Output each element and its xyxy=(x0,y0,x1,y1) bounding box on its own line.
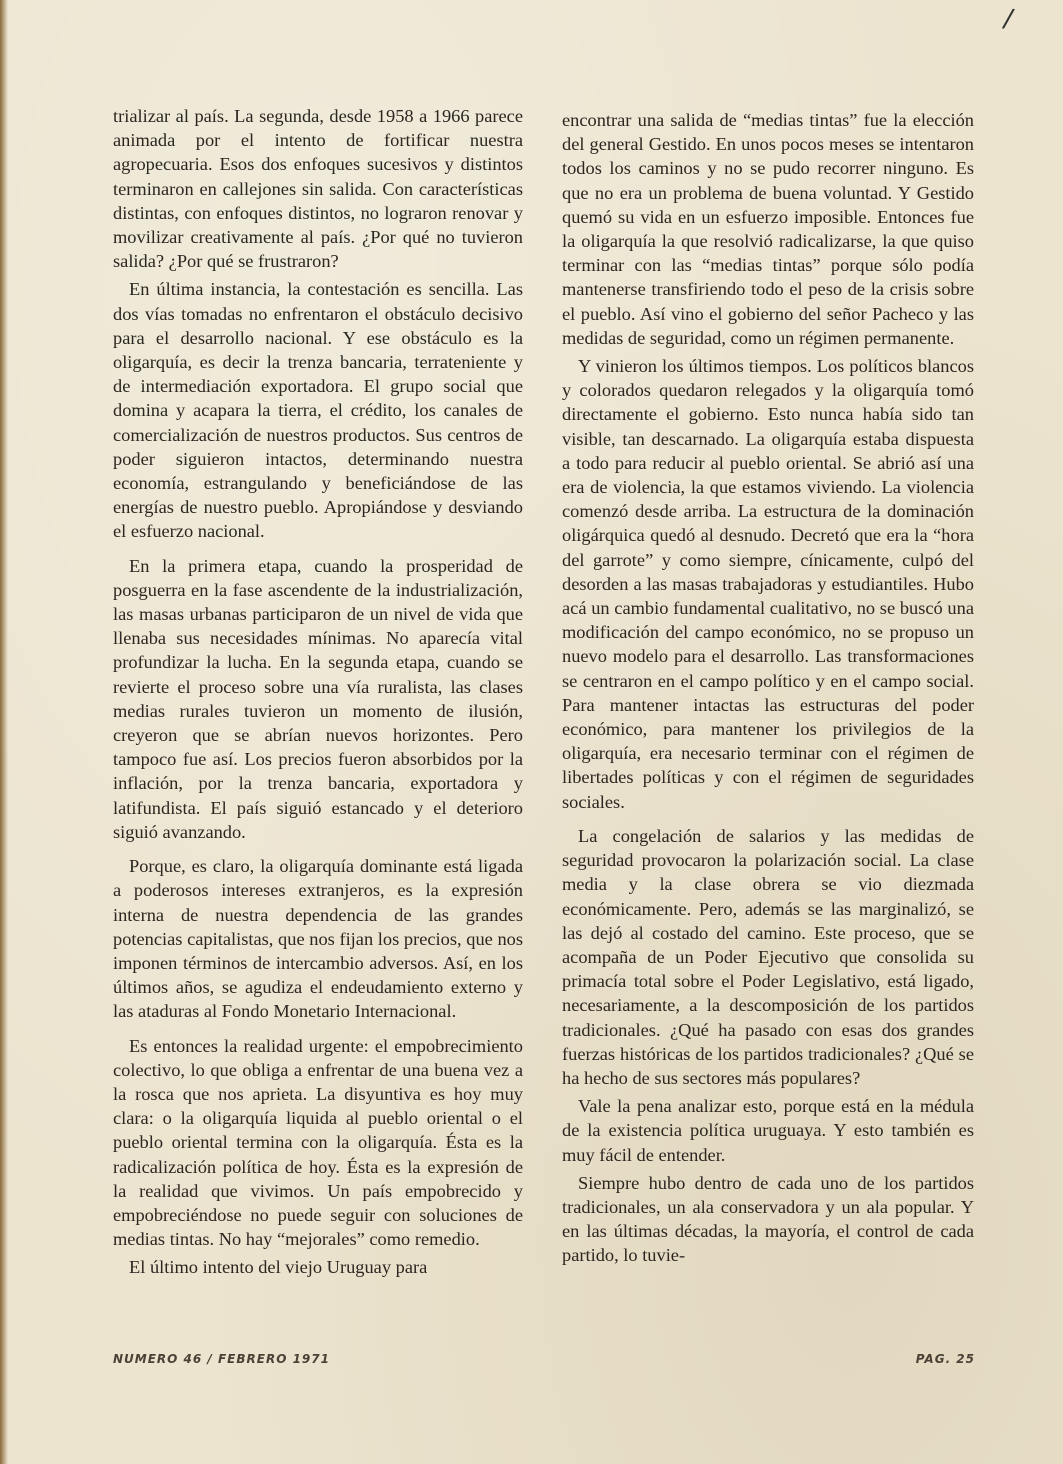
issue-footer: NUMERO 46 / FEBRERO 1971 xyxy=(113,1352,330,1366)
paragraph: Siempre hubo dentro de cada uno de los partidos tradicionales, un ala conservadora y un ala popular. Y en las últimas décadas, la mayoría, el control de cada partido, lo tuvie- xyxy=(562,1172,974,1266)
right-column xyxy=(562,108,974,1272)
corner-pen-mark: / xyxy=(1001,3,1017,35)
paragraph: El último intento del viejo Uruguay para xyxy=(129,1257,428,1278)
paragraph: La congelación de salarios y las medidas de seguridad provocaron la polarización social. La clase media y la clase obrera se vio diezmada económicamente. Pero, además se las marginalizó, se las dejó al costado del camino. Este proceso, que se acompaña de un Poder Ejecutivo que consolida su primacía total sobre el Poder Legislativo, está ligado, necesariamente, a la descomposición de los partidos tradicionales. ¿Qué ha pasado con esas dos grandes fuerzas históricas de los partidos tradicionales? ¿Qué se ha hecho de sus sectores más populares? xyxy=(562,825,974,1088)
paragraph: En última instancia, la contestación es sencilla. Las dos vías tomadas no enfrentaron el obstáculo decisivo para el desarrollo nacional. Y ese obstáculo es la oligarquía, es decir la trenza bancaria, terrateniente y de intermediación exportadora. El grupo social que domina y acapara la tierra, el crédito, los canales de comercialización de nuestros productos. Sus centros de poder siguieron intactos, determinando nuestra economía, estrangulando y beneficiándose de las energías de nuestro pueblo. Apropiándose y desviando el esfuerzo nacional. xyxy=(113,279,523,542)
paragraph: Porque, es claro, la oligarquía dominante está ligada a poderosos intereses extranjeros, es la expresión interna de nuestra dependencia de las grandes potencias capitalistas, que nos fijan los precios, que nos imponen términos de intercambio adversos. Así, en los últimos años, se agudiza el endeudamiento externo y las ataduras al Fondo Monetario Internacional. xyxy=(113,856,523,1022)
paragraph: trializar al país. La segunda, desde 1958 a 1966 parece animada por el intento de fortificar nuestra agropecuaria. Esos dos enfoques sucesivos y distintos terminaron en callejones sin salida. Con características distintas, con enfoques distintos, no lograron renovar y movilizar creativamente al país. ¿Por qué no tuvieron salida? ¿Por qué se frustraron? xyxy=(113,106,523,272)
paragraph: Y vinieron los últimos tiempos. Los políticos blancos y colorados quedaron relegados y la oligarquía tomó directamente el gobierno. Esto nunca había sido tan visible, tan descarnado. La oligarquía estaba dispuesta a todo para reducir al pueblo oriental. Se abrió así una era de violencia, la que estamos viviendo. La violencia comenzó desde arriba. La estructura de la dominación oligárquica quedó al desnudo. Decretó que era la “hora del garrote” y como siempre, cínicamente, culpó del desorden a las masas trabajadoras y estudiantiles. Hubo acá un cambio fundamental cualitativo, no se buscó una modificación del campo económico, no se propuso un nuevo modelo para el desarrollo. Las transformaciones se centraron en el campo político y en el campo social. Para mantener intactas las estructuras del poder económico, para mantener los privilegios de la oligarquía, era necesario terminar con el régimen de libertades políticas y con el régimen de seguridades sociales. xyxy=(562,356,974,812)
paragraph: Vale la pena analizar esto, porque está en la médula de la existencia política uruguaya. Y esto también es muy fácil de entender. xyxy=(562,1096,974,1165)
page-edge-shadow xyxy=(0,0,8,1464)
paragraph: encontrar una salida de “medias tintas” fue la elección del general Gestido. En unos pocos meses se intentaron todos los caminos y no se pudo recorrer ninguno. Es que no era un problema de buena voluntad. Y Gestido quemó su vida en un esfuerzo imposible. Entonces fue la oligarquía la que resolvió radicalizarse, la que quiso terminar con las “medias tintas” porque sólo podía mantenerse transfiriendo todo el peso de la crisis sobre el pueblo. Así vino el gobierno del señor Pacheco y las medidas de seguridad, como un régimen permanente. xyxy=(562,110,974,348)
paragraph: Es entonces la realidad urgente: el empobrecimiento colectivo, lo que obliga a enfrentar de una buena vez a la rosca que nos aprieta. La disyuntiva es hoy muy clara: o la oligarquía liquida al pueblo oriental o el pueblo oriental termina con la oligarquía. Ésta es la radicalización política de hoy. Ésta es la expresión de la realidad que vivimos. Un país empobrecido y empobreciéndose no puede seguir con soluciones de medias tintas. No hay “mejorales” como remedio. xyxy=(113,1035,523,1250)
left-column xyxy=(113,104,523,1284)
page-number: PAG. 25 xyxy=(915,1352,975,1366)
paragraph: En la primera etapa, cuando la prosperidad de posguerra en la fase ascendente de la industrialización, las masas urbanas participaron de un nivel de vida que llenaba sus necesidades mínimas. No aparecía vital profundizar la lucha. En la segunda etapa, cuando se revierte el proceso sobre una vía ruralista, las clases medias rurales tuvieron un momento de ilusión, creyeron que se abrían nuevos horizontes. Pero tampoco fue así. Los precios fueron absorbidos por la inflación, por la trenza bancaria, exportadora y latifundista. El país siguió estancado y el deterioro siguió avanzando. xyxy=(113,555,523,842)
